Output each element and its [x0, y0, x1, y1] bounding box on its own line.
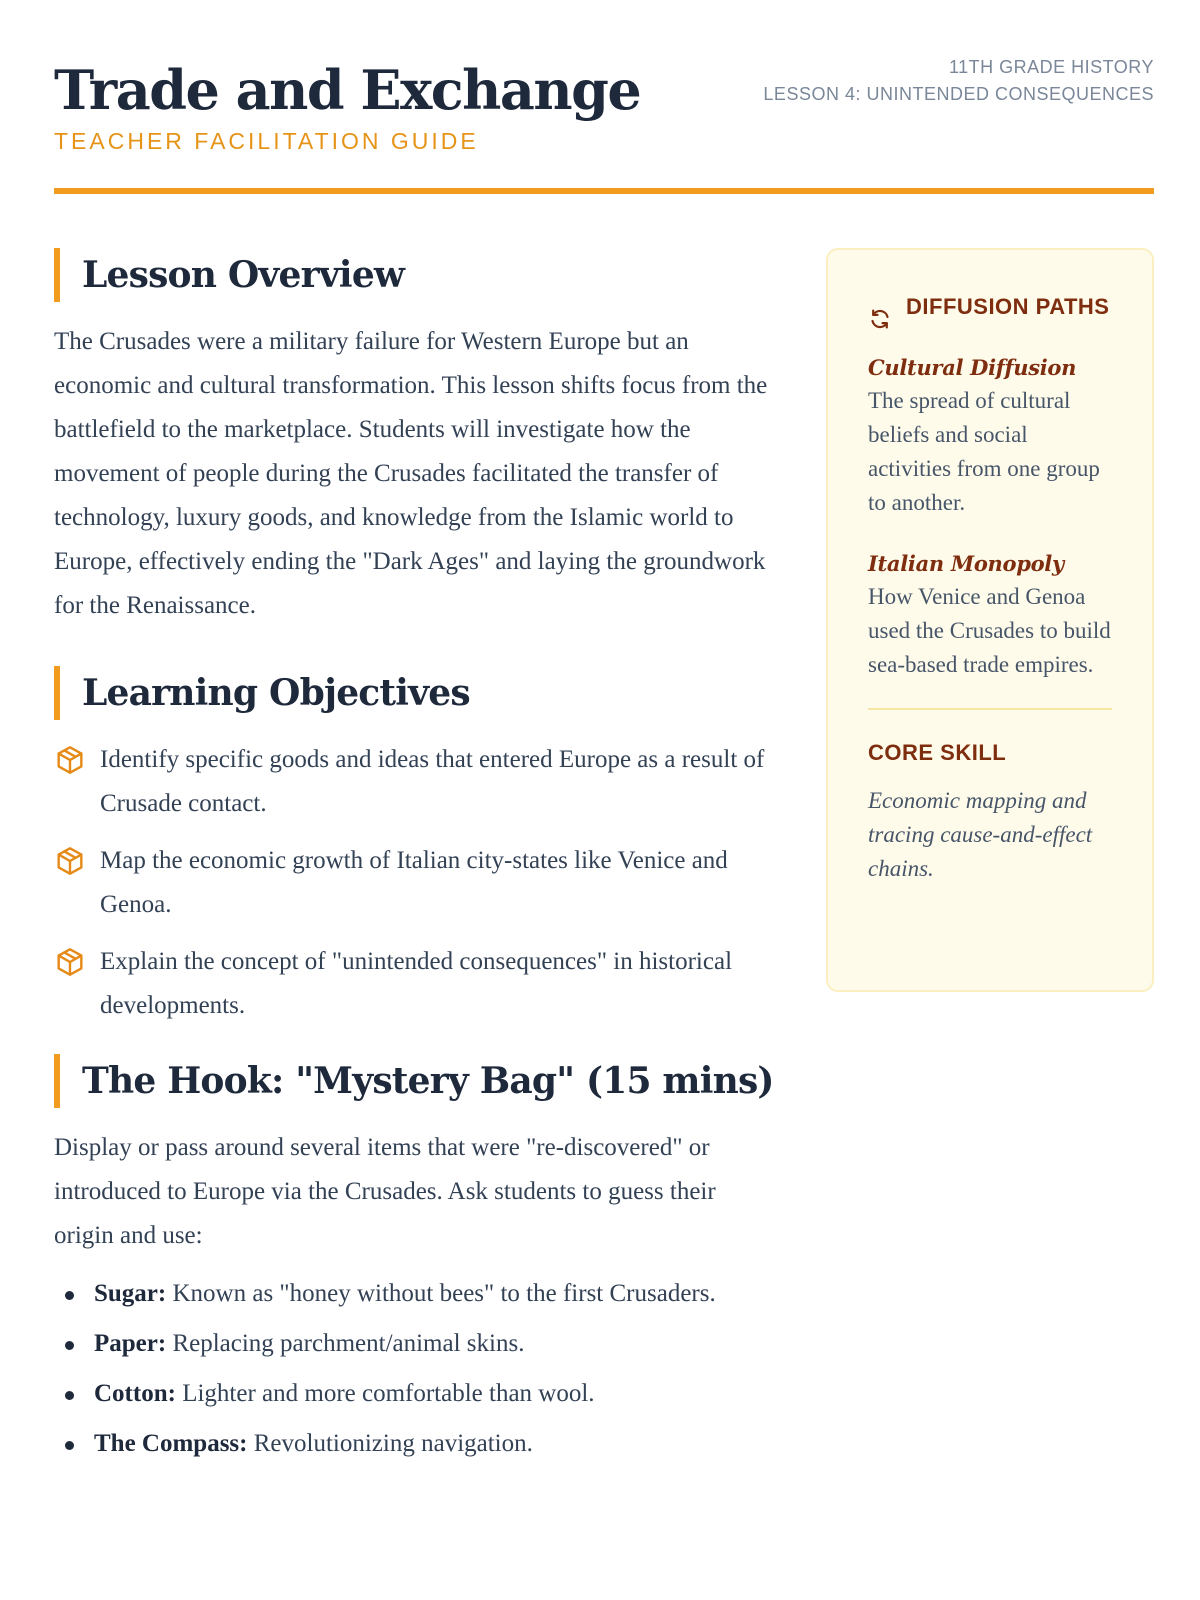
header-divider [54, 188, 1154, 194]
lesson-label: LESSON 4: UNINTENDED CONSEQUENCES [763, 84, 1154, 104]
lesson-meta [763, 54, 1154, 108]
overview-text: The Crusades were a military failure for Western Europe but an economic and cultural transformation. This lesson shifts focus from the battlefield to the marketplace. Students will investigate how the movement of people during the Crusades facilitated the transfer of technology, luxury goods, and knowledge from the Islamic world to Europe, effectively ending the "Dark Ages" and laying the groundwork for the Renaissance. [54, 328, 768, 619]
item-description: Lighter and more comfortable than wool. [182, 1380, 595, 1407]
page [54, 0, 1154, 1600]
objectives-list [54, 738, 774, 1028]
objective-text: Identify specific goods and ideas that entered Europe as a result of Crusade contact. [100, 746, 765, 817]
item-name: The Compass: [94, 1430, 248, 1457]
package-icon [54, 744, 86, 776]
term-definition: The spread of cultural beliefs and social activities from one group to another. [868, 388, 1100, 515]
diffusion-sidebar [826, 248, 1154, 992]
objective-item [54, 738, 774, 826]
item-name: Sugar: [94, 1280, 167, 1307]
sidebar-heading [868, 290, 1112, 324]
list-item [54, 1322, 774, 1366]
objective-text: Map the economic growth of Italian city-states like Venice and Genoa. [100, 847, 728, 918]
main-content [54, 248, 774, 1472]
sidebar-heading-text: DIFFUSION PATHS [906, 294, 1110, 319]
learning-objectives-section [54, 666, 774, 1028]
grade-label: 11TH GRADE HISTORY [948, 57, 1154, 77]
list-item [54, 1372, 774, 1416]
item-description: Revolutionizing navigation. [253, 1430, 533, 1457]
objective-item [54, 839, 774, 927]
core-skill-text: Economic mapping and tracing cause-and-effect chains. [868, 788, 1093, 881]
section-heading-objectives: Learning Objectives [54, 666, 774, 720]
item-description: Replacing parchment/animal skins. [172, 1330, 525, 1357]
document-subtitle: TEACHER FACILITATION GUIDE [54, 128, 479, 154]
objective-item [54, 940, 774, 1028]
term-name: Italian Monopoly [868, 551, 1064, 576]
term-definition: How Venice and Genoa used the Crusades to build sea-based trade empires. [868, 584, 1111, 677]
package-icon [54, 946, 86, 978]
hook-intro: Display or pass around several items that were "re-discovered" or introduced to Europe via the Crusades. Ask students to guess their origin and use: [54, 1134, 716, 1249]
lesson-overview-section [54, 248, 774, 628]
list-item [54, 1272, 774, 1316]
term-italian-monopoly [868, 548, 1112, 682]
refresh-icon [868, 307, 892, 331]
hook-section [54, 1054, 774, 1466]
item-description: Known as "honey without bees" to the first Crusaders. [172, 1280, 716, 1307]
list-item [54, 1422, 774, 1466]
objective-text: Explain the concept of "unintended consequences" in historical developments. [100, 948, 733, 1019]
package-icon [54, 845, 86, 877]
mystery-items-list [54, 1272, 774, 1466]
document-title: Trade and Exchange [54, 58, 641, 122]
term-name: Cultural Diffusion [868, 355, 1077, 380]
section-heading-overview: Lesson Overview [54, 248, 774, 302]
item-name: Paper: [94, 1330, 167, 1357]
document-header [54, 54, 1154, 194]
section-heading-hook: The Hook: "Mystery Bag" (15 mins) [54, 1054, 774, 1108]
core-skill-heading: CORE SKILL [868, 740, 1007, 765]
sidebar-divider [868, 708, 1112, 710]
term-cultural-diffusion [868, 352, 1112, 520]
item-name: Cotton: [94, 1380, 176, 1407]
